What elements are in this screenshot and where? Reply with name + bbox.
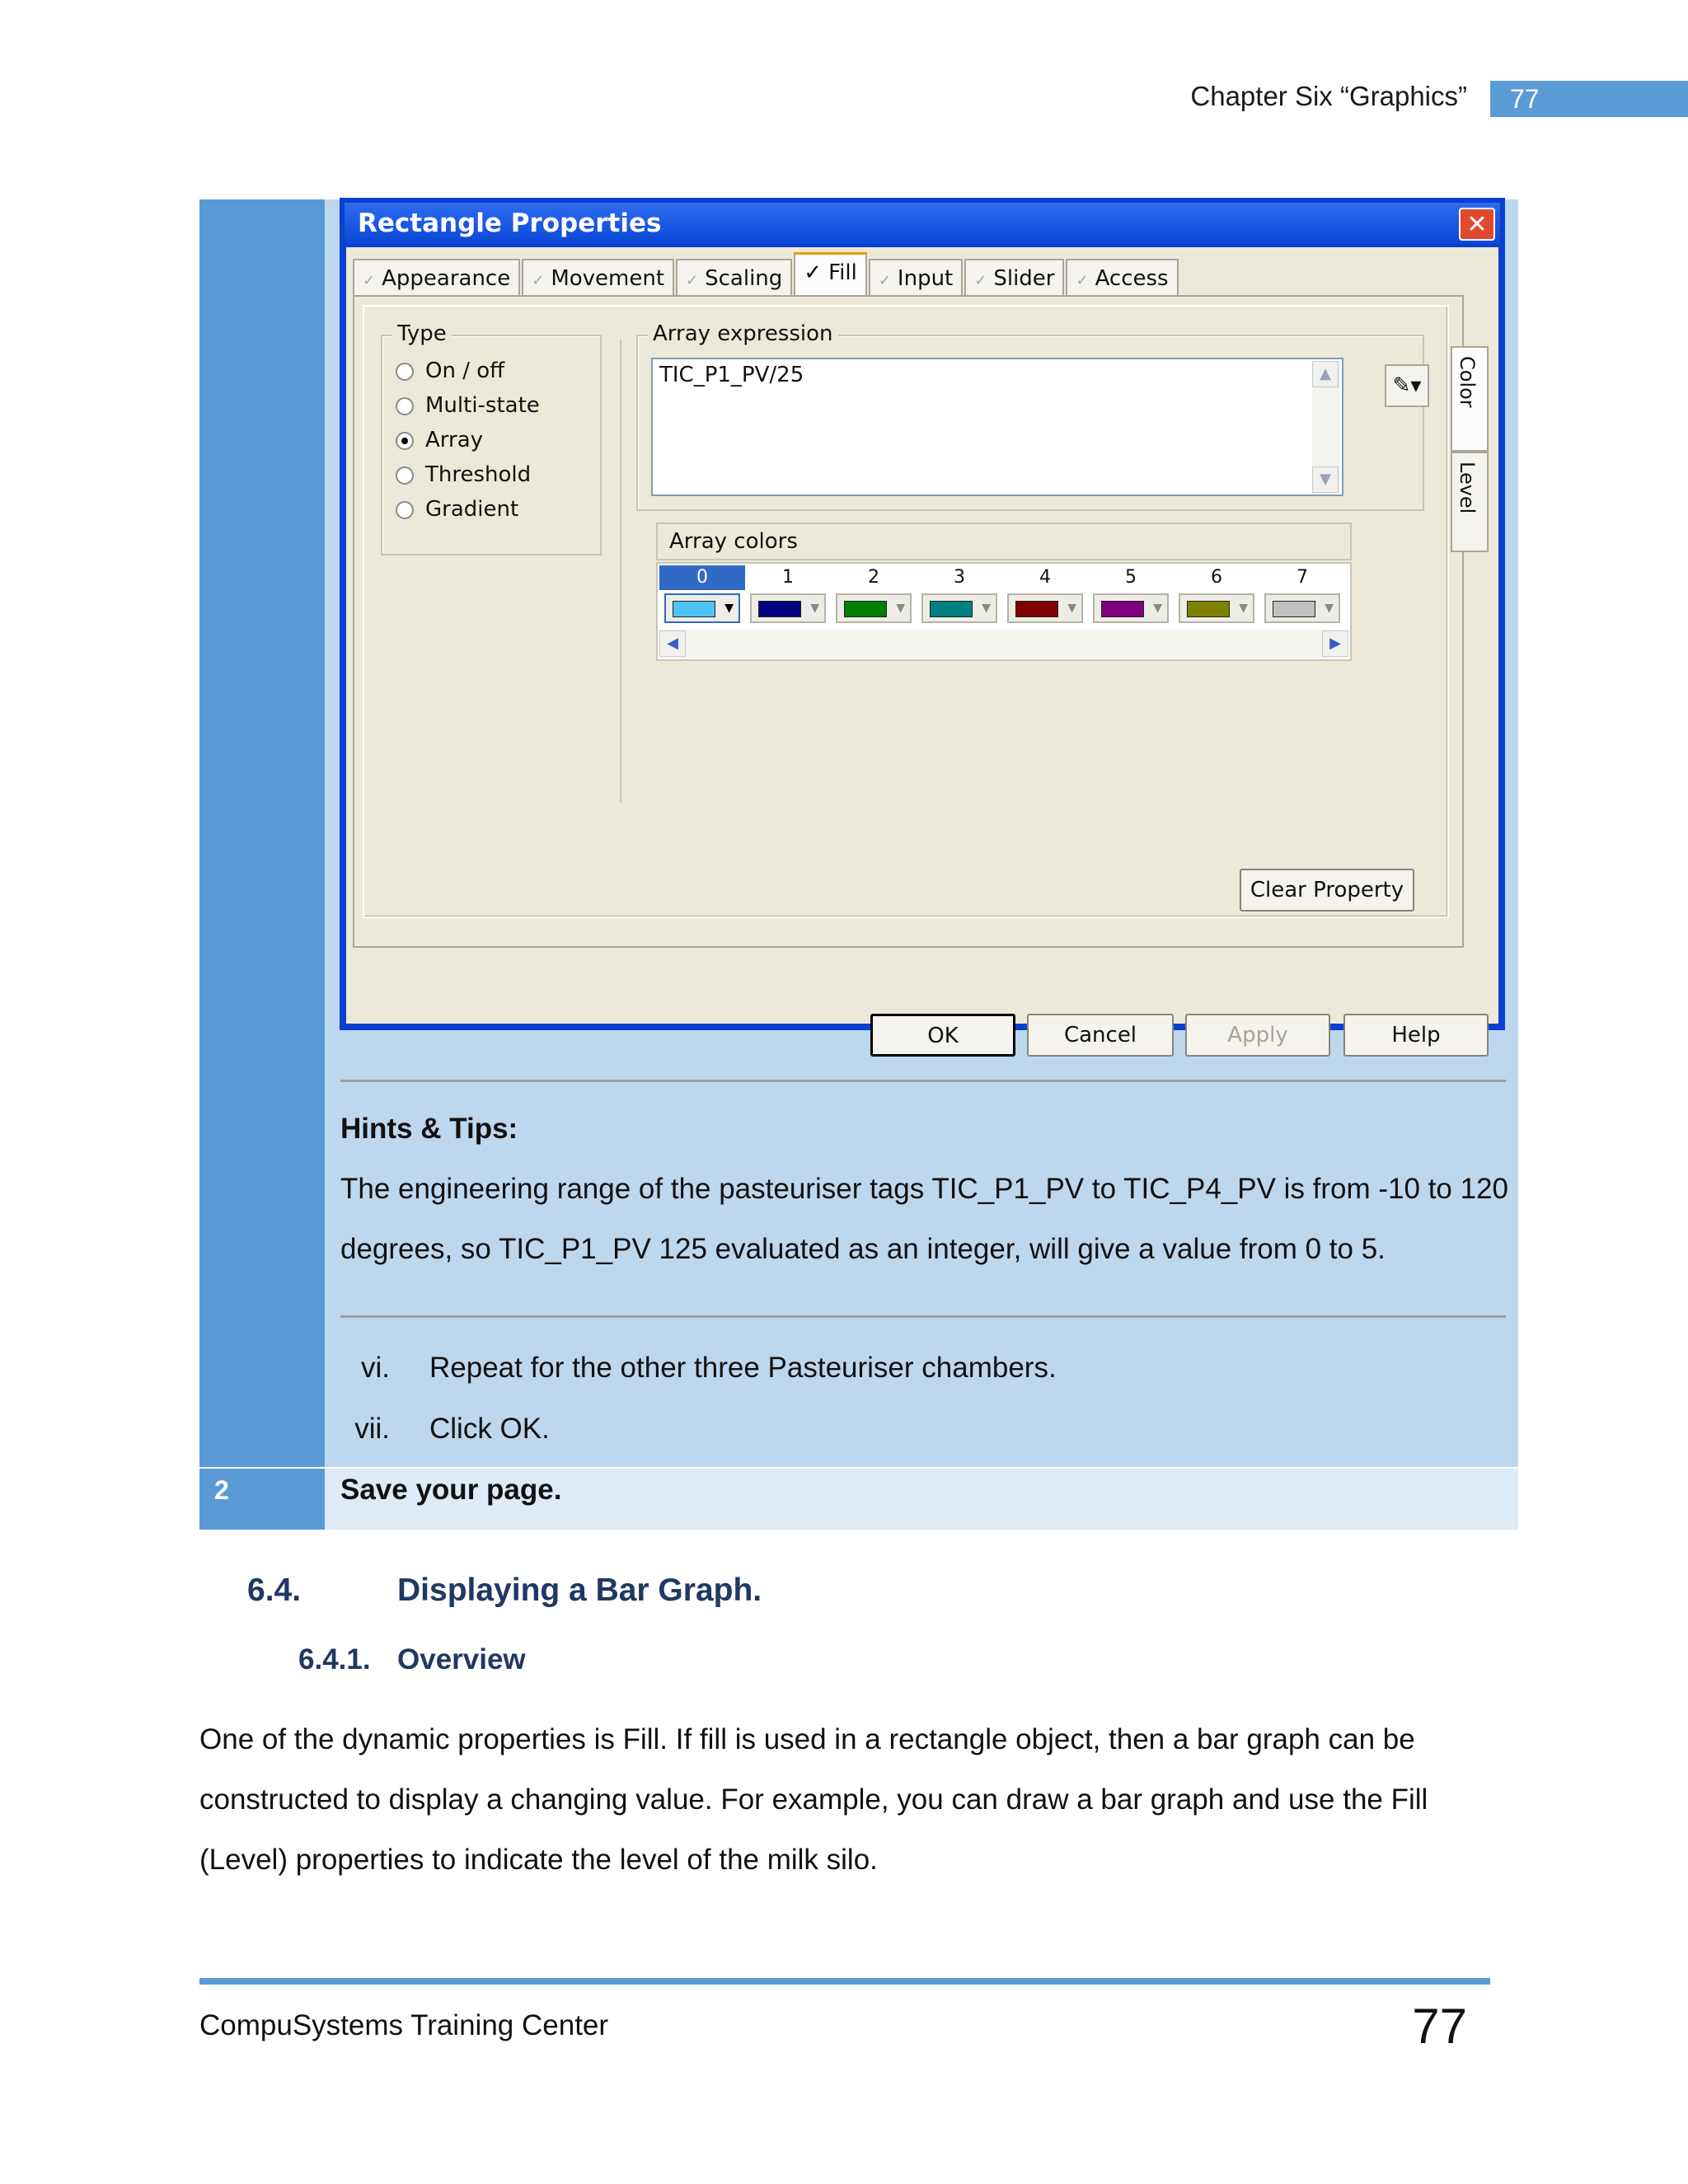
check-icon: ✓	[974, 272, 987, 289]
step-2-number: 2	[214, 1475, 229, 1505]
color-swatch	[1015, 601, 1058, 617]
chevron-down-icon: ▼	[810, 602, 819, 615]
array-colors-grid	[656, 562, 1352, 661]
hints-bottom-rule	[340, 1315, 1506, 1318]
radio-circle	[396, 466, 414, 485]
color-index: 3	[954, 567, 965, 588]
color-index: 7	[1296, 567, 1308, 588]
color-picker[interactable]	[664, 593, 740, 623]
chevron-down-icon: ▼	[1153, 602, 1162, 615]
array-expression-group	[636, 321, 1424, 511]
rectangle-properties-dialog	[340, 198, 1505, 1048]
subsection-number: 6.4.1.	[298, 1643, 371, 1675]
color-picker[interactable]	[1264, 593, 1340, 623]
tab-slider[interactable]: ✓ Slider	[964, 259, 1064, 297]
radio-threshold[interactable]: Threshold	[396, 460, 531, 490]
list-item-text: Click OK.	[429, 1413, 550, 1445]
header-page-badge: 77	[1490, 81, 1688, 117]
hints-body: The engineering range of the pasteuriser tags TIC_P1_PV to TIC_P4_PV is from -10 to 120 degrees, so TIC_P1_PV 125 evaluated as an integer, will give a value from 0 to 5.	[340, 1173, 1509, 1265]
color-swatch	[1101, 601, 1144, 617]
color-swatch	[758, 601, 801, 617]
array-colors-label: Array colors	[656, 523, 1352, 560]
list-item-number: vii.	[354, 1413, 390, 1445]
scroll-left-icon[interactable]: ◀	[659, 630, 686, 657]
side-tab-color[interactable]: Color	[1451, 346, 1489, 452]
ok-button[interactable]: OK	[870, 1014, 1015, 1057]
color-picker[interactable]	[1093, 593, 1169, 623]
dialog-body	[346, 247, 1498, 1048]
radio-array[interactable]: Array	[396, 425, 483, 455]
radio-on-off[interactable]: On / off	[396, 356, 504, 386]
step-number-column	[199, 199, 325, 1467]
radio-gradient[interactable]: Gradient	[396, 494, 518, 524]
close-icon[interactable]: ✕	[1459, 208, 1495, 241]
color-picker[interactable]	[836, 593, 912, 623]
color-index: 1	[782, 567, 794, 588]
color-swatch	[844, 601, 887, 617]
array-expression-input[interactable]: TIC_P1_PV/25 ▲ ▼	[651, 358, 1343, 496]
radio-circle-selected	[396, 432, 414, 450]
radio-multi-state[interactable]: Multi-state	[396, 391, 540, 420]
radio-circle	[396, 501, 414, 519]
color-swatch	[1187, 601, 1230, 617]
tab-scaling[interactable]: ✓ Scaling	[676, 259, 792, 297]
tab-access[interactable]: ✓ Access	[1066, 259, 1178, 297]
help-button[interactable]: Help	[1343, 1014, 1489, 1057]
tab-fill[interactable]: ✓ Fill	[794, 252, 867, 299]
list-item-text: Repeat for the other three Pasteuriser chambers.	[429, 1352, 1057, 1384]
horizontal-scrollbar[interactable]	[659, 630, 1348, 658]
vertical-scrollbar[interactable]	[1312, 361, 1340, 493]
check-icon: ✓	[363, 272, 376, 289]
expression-wizard-icon[interactable]: ✎▾	[1385, 364, 1429, 407]
section-title: Displaying a Bar Graph.	[397, 1572, 762, 1608]
footer-company: CompuSystems Training Center	[199, 2009, 609, 2041]
radio-circle	[396, 363, 414, 381]
hints-top-rule	[340, 1080, 1506, 1082]
scroll-right-icon[interactable]: ▶	[1322, 630, 1348, 657]
color-picker[interactable]	[1007, 593, 1083, 623]
apply-button[interactable]: Apply	[1185, 1014, 1330, 1057]
check-icon: ✓	[1076, 272, 1089, 289]
fill-tab-panel	[353, 295, 1464, 948]
type-group-label: Type	[392, 321, 452, 346]
clear-property-button[interactable]: Clear Property	[1240, 869, 1414, 912]
scroll-up-icon[interactable]: ▲	[1312, 361, 1339, 387]
cancel-button[interactable]: Cancel	[1027, 1014, 1174, 1057]
type-group	[381, 321, 602, 555]
chevron-down-icon: ▼	[724, 602, 734, 615]
step-2-text: Save your page.	[340, 1474, 562, 1506]
color-index: 6	[1211, 567, 1222, 588]
dialog-title: Rectangle Properties	[345, 203, 1500, 244]
color-swatch	[930, 601, 973, 617]
subsection-title: Overview	[397, 1643, 526, 1675]
array-expression-label: Array expression	[648, 321, 838, 346]
side-tab-level[interactable]: Level	[1451, 452, 1489, 552]
check-icon: ✓	[686, 272, 699, 289]
color-index: 2	[868, 567, 879, 588]
footer-page-number: 77	[1412, 1999, 1467, 2054]
color-picker[interactable]	[750, 593, 826, 623]
check-icon: ✓	[878, 272, 891, 289]
color-picker[interactable]	[1179, 593, 1254, 623]
chevron-down-icon: ▼	[896, 602, 905, 615]
tab-input[interactable]: ✓ Input	[869, 259, 963, 297]
color-index: 4	[1039, 567, 1051, 588]
check-icon: ✓	[532, 272, 545, 289]
scroll-down-icon[interactable]: ▼	[1312, 466, 1339, 493]
tab-bar	[353, 252, 1180, 295]
color-index: 0	[659, 565, 745, 590]
list-item-number: vi.	[361, 1352, 390, 1384]
chevron-down-icon: ▼	[1067, 602, 1076, 615]
chevron-down-icon: ▼	[1239, 602, 1248, 615]
radio-circle	[396, 397, 414, 415]
check-icon: ✓	[804, 260, 823, 285]
tab-movement[interactable]: ✓ Movement	[522, 259, 674, 297]
chevron-down-icon: ▼	[1325, 602, 1334, 615]
footer-rule	[199, 1978, 1490, 1985]
color-picker[interactable]	[921, 593, 997, 623]
separator	[620, 340, 621, 803]
overview-paragraph: One of the dynamic properties is Fill. If fill is used in a rectangle object, then a bar graph can be constructed to display a changing value. For example, you can draw a bar graph and use the Fill (Level) properties to indicate the level of the milk silo.	[199, 1723, 1428, 1876]
hints-title: Hints & Tips:	[340, 1113, 518, 1145]
color-swatch	[673, 601, 715, 617]
chevron-down-icon: ▼	[982, 602, 991, 615]
tab-appearance[interactable]: ✓ Appearance	[353, 259, 520, 297]
section-number: 6.4.	[247, 1572, 302, 1608]
color-index: 5	[1125, 567, 1137, 588]
chapter-header: Chapter Six “Graphics”	[1190, 81, 1467, 111]
color-swatch	[1273, 601, 1315, 617]
